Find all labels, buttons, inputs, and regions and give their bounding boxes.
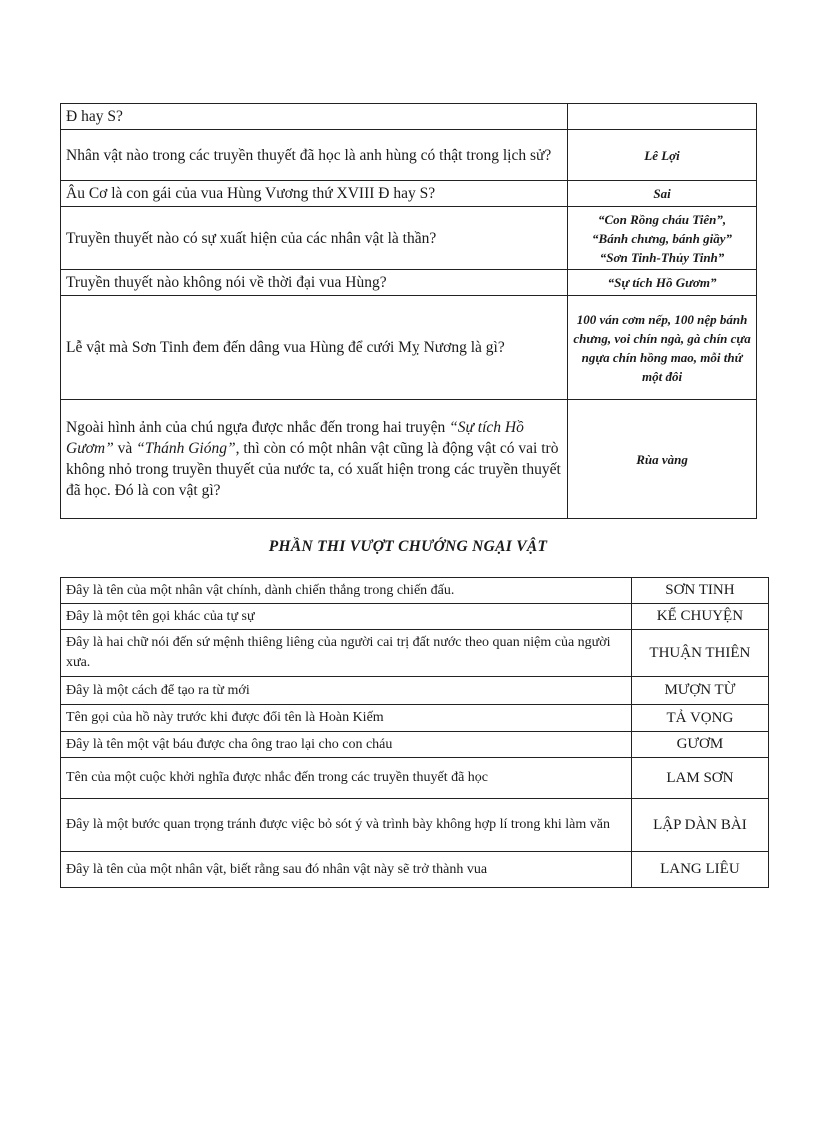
table-row [61, 604, 769, 630]
table-row [61, 578, 769, 604]
answer-cell [568, 400, 757, 519]
question-cell: Truyền thuyết nào có sự xuất hiện của các nhân vật là thần? [61, 207, 568, 270]
table-row [61, 705, 769, 732]
answer-line: Lê Lợi [644, 147, 680, 163]
answer-line: 100 ván cơm nếp, 100 nệp bánh chưng, voi chín ngà, gà chín cựa ngựa chín hồng mao, mỗi thứ một đôi [573, 311, 751, 384]
section-title: PHẦN THI VƯỢT CHƯỚNG NGẠI VẬT [268, 538, 548, 555]
table-row [61, 270, 757, 296]
answer-cell [568, 130, 757, 181]
clue-cell: Đây là hai chữ nói đến sứ mệnh thiêng liêng của người cai trị đất nước theo quan niệm của người xưa. [61, 630, 632, 677]
question-cell: Lễ vật mà Sơn Tinh đem đến dâng vua Hùng để cưới Mỵ Nương là gì? [61, 296, 568, 400]
obstacle-table [60, 577, 769, 888]
table-row [61, 758, 769, 799]
table-row [61, 296, 757, 400]
answer-line: Sai [653, 186, 671, 201]
question-text: , thì còn có một nhân vật cũng là động vật có vai trò không nhỏ trong truyền thuyết của nước ta, có xuất hiện trong các truyền thuyết đã học. Đó là con vật gì? [66, 440, 561, 499]
keyword-cell: TẢ VỌNG [631, 705, 768, 732]
clue-cell: Đây là tên của một nhân vật, biết rằng sau đó nhân vật này sẽ trở thành vua [61, 852, 632, 888]
answer-line: “Sự tích Hồ Gươm” [607, 275, 717, 290]
table-row [61, 799, 769, 852]
keyword-cell: LẬP DÀN BÀI [631, 799, 768, 852]
answer-line: “Sơn Tinh-Thủy Tinh” [599, 249, 725, 265]
table-row [61, 400, 757, 519]
clue-cell: Đây là tên của một nhân vật chính, dành chiến thắng trong chiến đấu. [61, 578, 632, 604]
table-row [61, 677, 769, 705]
question-text: và [113, 440, 137, 457]
keyword-cell: THUẬN THIÊN [631, 630, 768, 677]
question-cell: Nhân vật nào trong các truyền thuyết đã học là anh hùng có thật trong lịch sử? [61, 130, 568, 181]
keyword-cell: LANG LIÊU [631, 852, 768, 888]
table-row [61, 630, 769, 677]
answer-cell [568, 181, 757, 207]
question-cell: Đ hay S? [61, 104, 568, 130]
clue-cell: Đây là một tên gọi khác của tự sự [61, 604, 632, 630]
clue-cell: Tên của một cuộc khởi nghĩa được nhắc đến trong các truyền thuyết đã học [61, 758, 632, 799]
question-cell [61, 400, 568, 519]
story-title: “Sự tích Hồ Gươm” [66, 419, 524, 457]
answer-cell [568, 270, 757, 296]
clue-cell: Tên gọi của hồ này trước khi được đổi tên là Hoàn Kiếm [61, 705, 632, 732]
question-cell: Truyền thuyết nào không nói về thời đại vua Hùng? [61, 270, 568, 296]
story-title: “Thánh Gióng” [136, 440, 236, 457]
keyword-cell: SƠN TINH [631, 578, 768, 604]
table-row [61, 207, 757, 270]
table-row [61, 181, 757, 207]
answer-cell [568, 296, 757, 400]
answer-cell [568, 207, 757, 270]
answer-line: Rùa vàng [636, 451, 688, 467]
keyword-cell: KỂ CHUYỆN [631, 604, 768, 630]
quiz-table [60, 103, 757, 519]
answer-line: “Con Rồng cháu Tiên”, [597, 211, 727, 227]
keyword-cell: LAM SƠN [631, 758, 768, 799]
clue-cell: Đây là một bước quan trọng tránh được việc bỏ sót ý và trình bày không hợp lí trong khi làm văn [61, 799, 632, 852]
keyword-cell: GƯƠM [631, 732, 768, 758]
question-cell: Âu Cơ là con gái của vua Hùng Vương thứ XVIII Đ hay S? [61, 181, 568, 207]
clue-cell: Đây là tên một vật báu được cha ông trao lại cho con cháu [61, 732, 632, 758]
question-text: Ngoài hình ảnh của chú ngựa được nhắc đến trong hai truyện [66, 419, 450, 436]
clue-cell: Đây là một cách để tạo ra từ mới [61, 677, 632, 705]
answer-cell [568, 104, 757, 130]
answer-line: “Bánh chưng, bánh giầy” [592, 230, 733, 246]
table-row [61, 732, 769, 758]
table-row [61, 852, 769, 888]
table-row [61, 130, 757, 181]
keyword-cell: MƯỢN TỪ [631, 677, 768, 705]
table-row [61, 104, 757, 130]
